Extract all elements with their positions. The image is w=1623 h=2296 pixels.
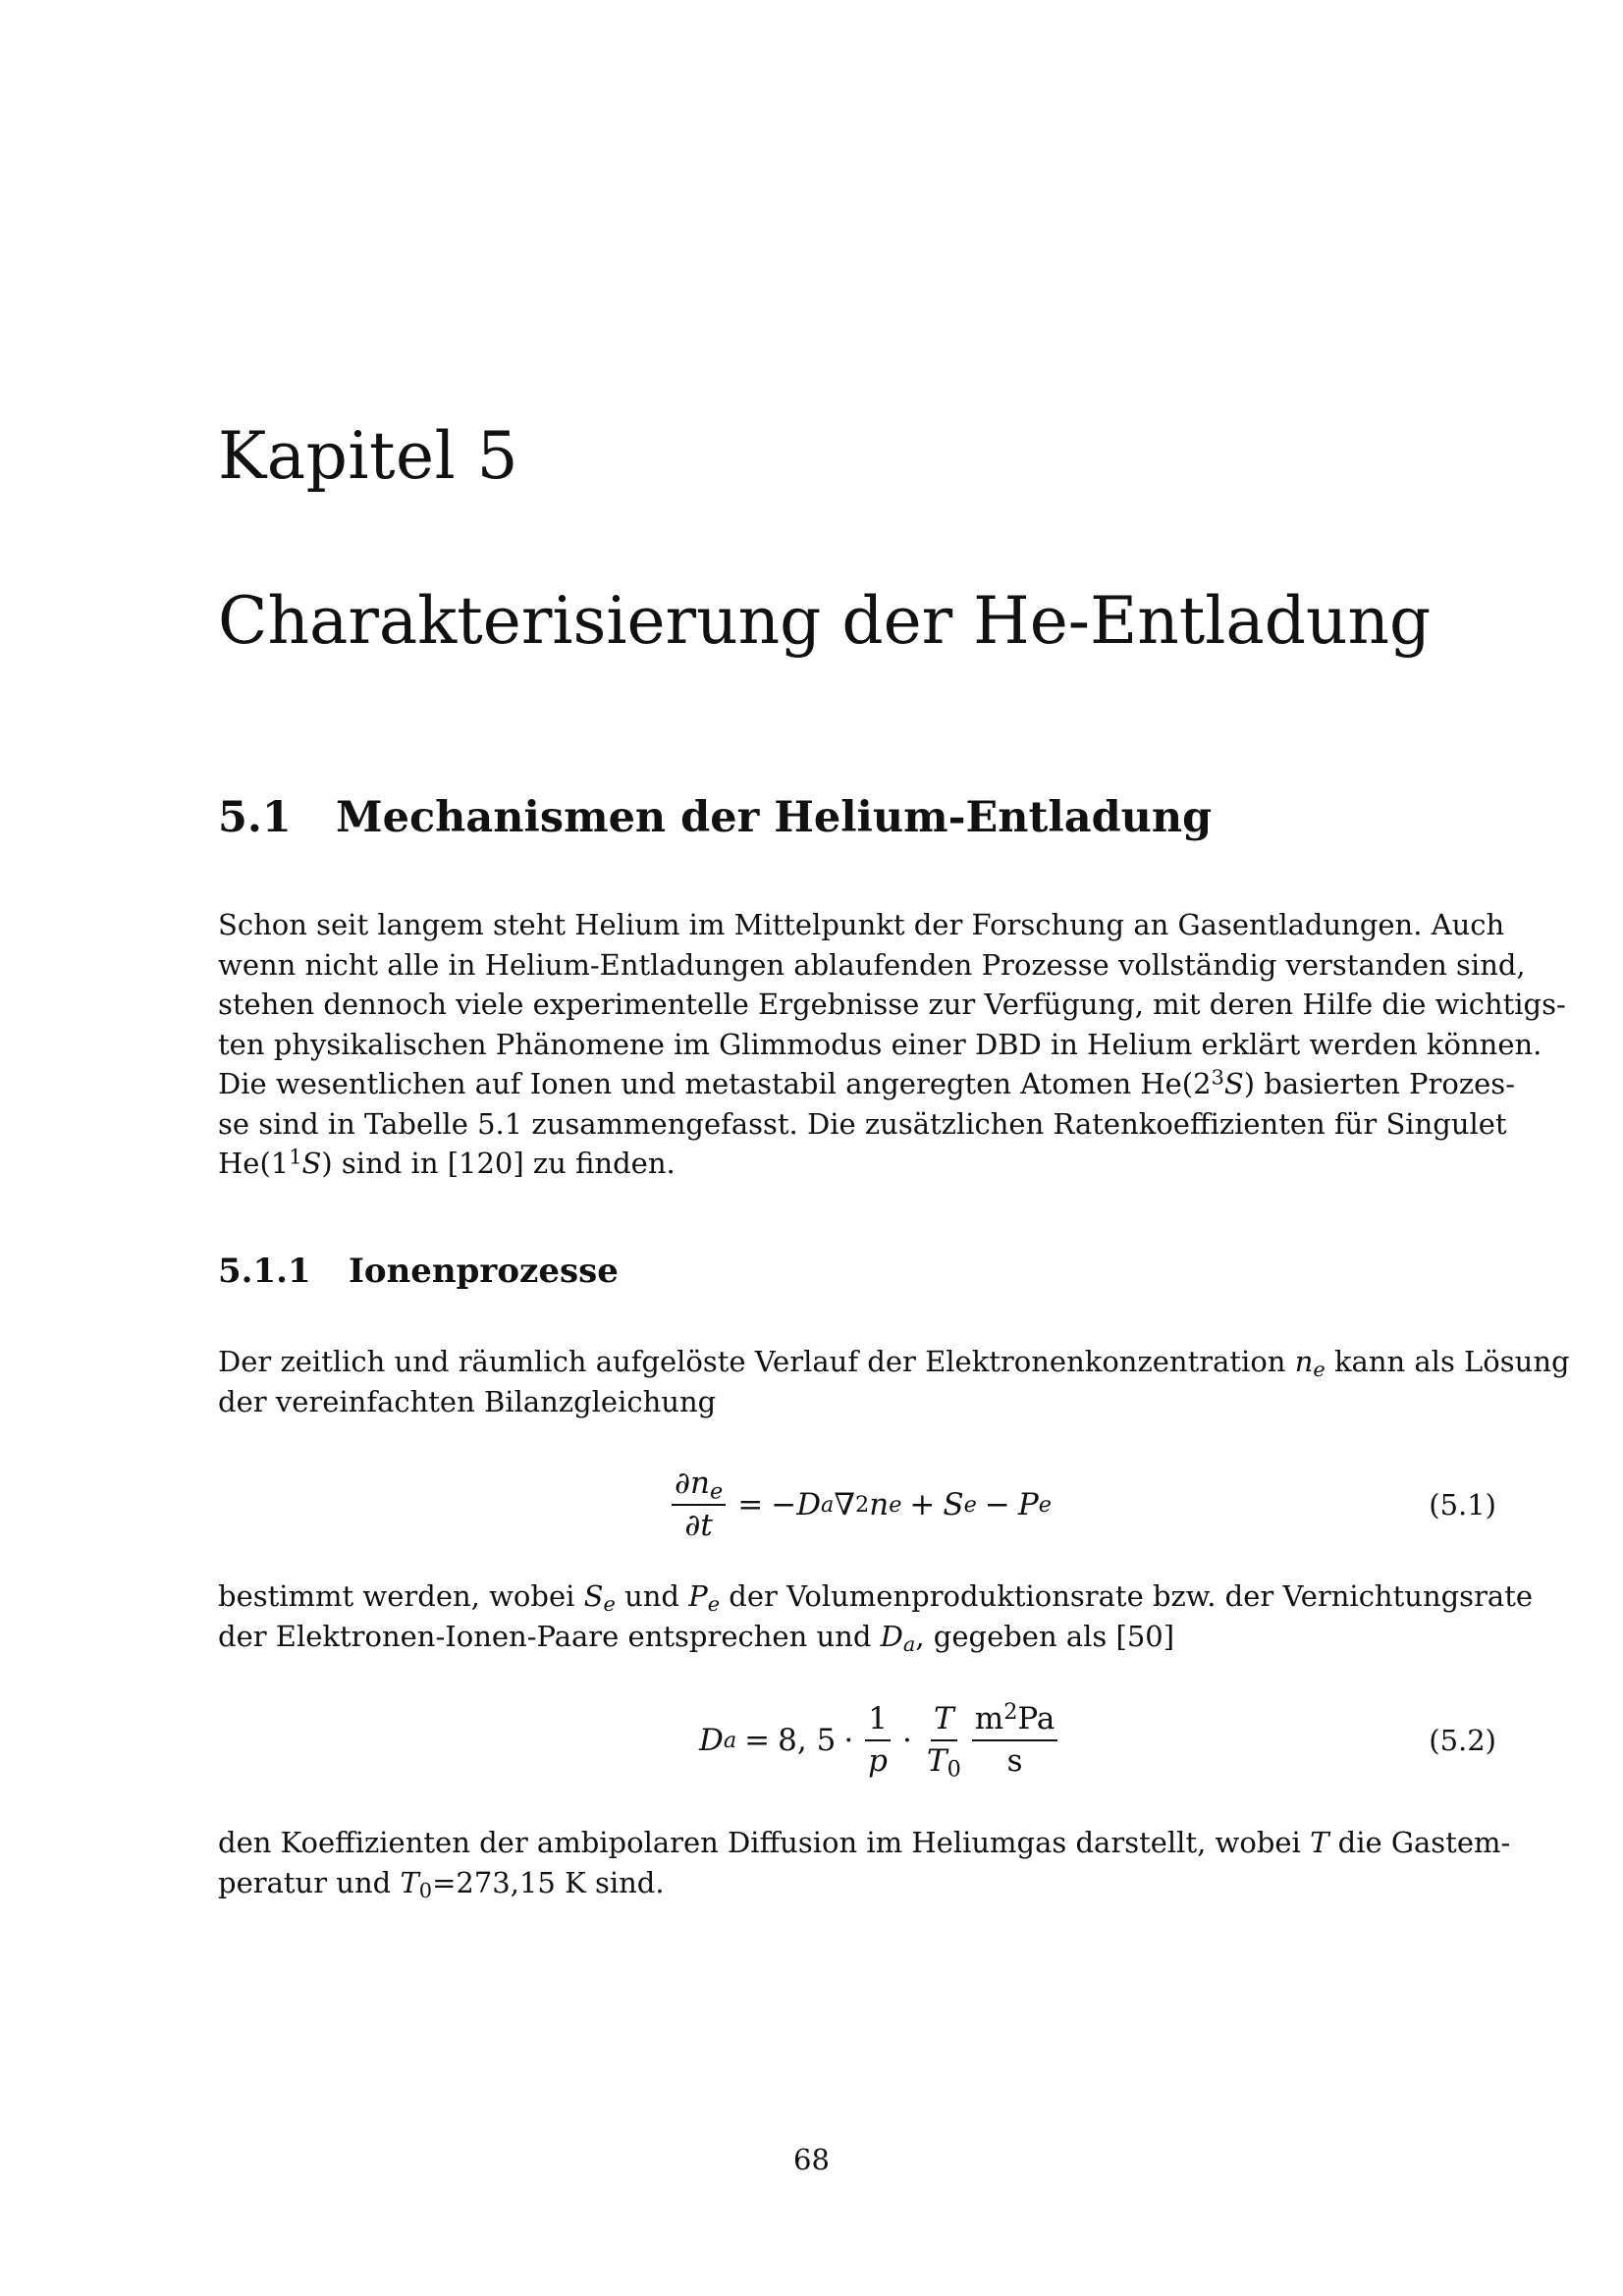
temperature-paragraph (218, 1823, 1511, 1902)
text-run: , gegeben als [50] (915, 1619, 1175, 1653)
plus-sign: + (909, 1487, 936, 1522)
text-run: =273,15 K sind. (432, 1865, 665, 1899)
text-run: Der zeitlich und räumlich aufgelöste Verlauf der Elektronenkonzentration (218, 1345, 1286, 1378)
math-variable: S (301, 1147, 322, 1180)
fraction (672, 1468, 726, 1541)
math-variable: T (400, 1865, 419, 1899)
text-run: den Koeffizienten der ambipolaren Diffusion im Heliumgas darstellt, wobei (218, 1826, 1301, 1859)
fraction (865, 1703, 891, 1777)
subscript: 0 (418, 1878, 433, 1902)
math-variable: D (699, 1723, 724, 1758)
subsection-title: Ionenprozesse (349, 1252, 619, 1291)
paragraph-line (218, 1342, 1570, 1382)
math-variable: S (1223, 1067, 1244, 1100)
paragraph-line: se sind in Tabelle 5.1 zusammengefasst. Die zusätzlichen Ratenkoeffizienten für Singulet (218, 1106, 1507, 1141)
math-variable: P (1017, 1487, 1039, 1522)
section-title: Mechanismen der Helium-Entladung (336, 793, 1213, 842)
equals-sign: = (744, 1723, 771, 1758)
math-variable: P (688, 1579, 708, 1613)
partial-symbol: ∂ (675, 1466, 691, 1502)
intro-paragraph (218, 905, 1566, 1184)
minus-sign: − (771, 1487, 797, 1522)
chapter-title: Charakterisierung der He-Entladung (218, 583, 1432, 659)
subscript: 0 (947, 1756, 961, 1783)
subscript: e (710, 1479, 724, 1506)
section-number: 5.1 (218, 793, 292, 842)
superscript: 1 (289, 1145, 302, 1169)
equation-number: (5.2) (1429, 1724, 1496, 1757)
subscript: e (1313, 1358, 1325, 1382)
minus-sign: − (984, 1487, 1010, 1522)
page-number: 68 (793, 2143, 830, 2176)
paragraph-line: wenn nicht alle in Helium-Entladungen ablaufenden Prozesse vollständig verstanden sind, (218, 947, 1526, 982)
math-variable: S (583, 1579, 604, 1613)
text-run: die Gastem- (1337, 1826, 1511, 1859)
math-variable: D (880, 1619, 903, 1653)
fraction-denominator (924, 1741, 964, 1783)
dot-operator: · (843, 1723, 854, 1758)
paragraph-line (218, 1823, 1511, 1863)
math-variable: n (869, 1487, 890, 1522)
fraction-denominator: s (1006, 1743, 1023, 1779)
fraction-numerator: 1 (865, 1703, 891, 1741)
text-run: und (624, 1579, 679, 1613)
diffusion-paragraph (218, 1576, 1534, 1656)
unit-text: m (974, 1701, 1004, 1737)
unit-fraction (972, 1699, 1058, 1779)
text-run: der Elektronen-Ionen-Paare entsprechen und (218, 1619, 872, 1653)
superscript: 3 (1211, 1065, 1224, 1090)
paragraph-line: der vereinfachten Bilanzgleichung (218, 1384, 717, 1418)
math-variable: T (926, 1743, 947, 1779)
equation-5-2 (218, 1686, 1496, 1794)
paragraph-line (218, 1863, 1496, 1903)
equals-sign: = (737, 1487, 764, 1522)
equation-number: (5.1) (1429, 1488, 1496, 1522)
paragraph-line (218, 1064, 1515, 1104)
subscript: a (902, 1631, 916, 1656)
subsection-number: 5.1.1 (218, 1252, 311, 1291)
paragraph-line: Schon seit langem steht Helium im Mittelpunkt der Forschung an Gasentladungen. Auch (218, 908, 1505, 941)
equation-body: D a = 8, 5 · $\frac{1}{p}$ · $\frac{T}{T_0}$ $\frac{m^2Pa}{s}$ (699, 1686, 1061, 1794)
math-variable: S (943, 1487, 964, 1522)
subscript: e (707, 1592, 721, 1617)
dot-operator: · (902, 1723, 912, 1758)
chapter-label: Kapitel 5 (218, 418, 519, 494)
math-variable: n (1294, 1345, 1314, 1378)
coefficient: 8, 5 (778, 1723, 837, 1758)
math-variable: D (796, 1487, 822, 1522)
paragraph-line: stehen dennoch viele experimentelle Ergebnisse zur Verfügung, mit deren Hilfe die wichtigs- (218, 988, 1566, 1021)
text-run: bestimmt werden, wobei (218, 1579, 575, 1613)
equation-body: $\frac{\partial n_e}{\partial t}$ = − D a ∇ 2 n e + S e − P e (668, 1451, 1052, 1559)
text-run: ) sind in [120] zu finden. (321, 1147, 676, 1180)
paragraph-line (218, 1617, 1496, 1657)
nabla-symbol: ∇ (834, 1487, 856, 1522)
balance-equation-intro (218, 1342, 1570, 1421)
text-run: kann als Lösung (1333, 1345, 1570, 1378)
equation-5-1 (218, 1451, 1496, 1559)
subscript: e (603, 1592, 616, 1617)
section-heading (218, 793, 1213, 842)
fraction (924, 1701, 964, 1783)
text-run: ) basierten Prozes- (1243, 1067, 1515, 1100)
paragraph-line (218, 1576, 1534, 1617)
text-run: Die wesentlichen auf Ionen und metastabil angeregten Atomen He(2 (218, 1067, 1212, 1100)
fraction-numerator (672, 1468, 726, 1506)
text-run: der Volumenproduktionsrate bzw. der Vernichtungsrate (729, 1579, 1534, 1613)
fraction-numerator (972, 1699, 1058, 1741)
paragraph-line (218, 1144, 1496, 1184)
fraction-denominator: ∂t (684, 1508, 713, 1543)
fraction-numerator: T (931, 1703, 957, 1741)
math-variable: T (1310, 1826, 1329, 1859)
text-run: peratur und (218, 1865, 392, 1899)
subsection-heading (218, 1252, 619, 1291)
unit-text: Pa (1017, 1701, 1055, 1737)
paragraph-line: ten physikalischen Phänomene im Glimmodus einer DBD in Helium erklärt werden können. (218, 1027, 1542, 1061)
text-run: He(1 (218, 1147, 290, 1180)
math-variable: n (690, 1466, 710, 1502)
fraction-denominator: p (868, 1743, 889, 1779)
superscript: 2 (1003, 1699, 1018, 1726)
